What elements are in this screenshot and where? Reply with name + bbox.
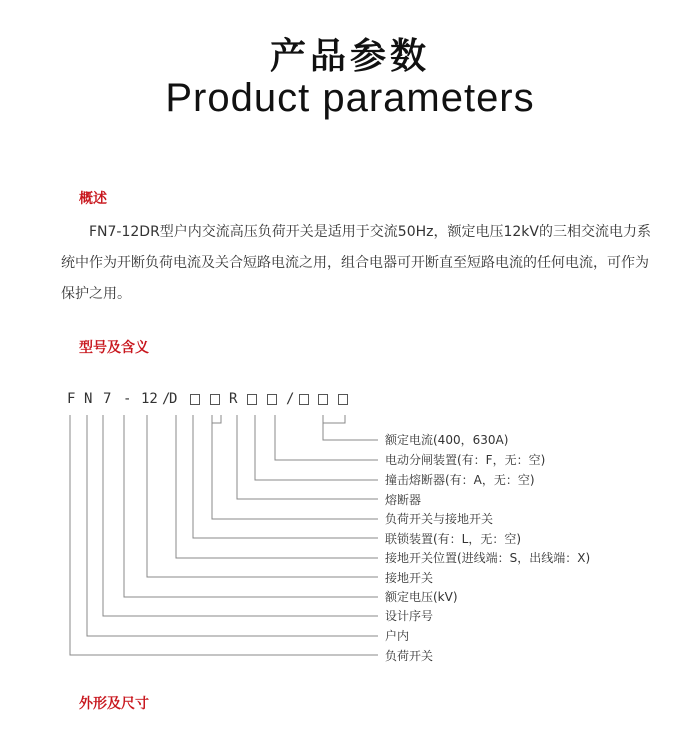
leader-line-3	[255, 415, 378, 480]
leader-line-4	[237, 415, 378, 499]
model-item: 户内	[385, 629, 410, 643]
leader-line-8	[147, 415, 378, 577]
model-item: 接地开关位置(进线端：S，出线端：X)	[385, 551, 591, 565]
model-item: 电动分闸装置(有：F，无：空)	[385, 453, 546, 467]
overview-heading: 概述	[79, 191, 107, 207]
code-char-f: F	[67, 391, 76, 407]
leader-line-1	[323, 415, 378, 440]
model-item: 接地开关	[385, 571, 434, 585]
leader-line-9	[124, 415, 378, 597]
leader-line-7	[176, 415, 378, 558]
model-item: 额定电流(400，630A)	[385, 433, 509, 447]
model-item: 撞击熔断器(有：A，无：空)	[385, 473, 535, 487]
leader-line-11	[87, 415, 378, 636]
leader-line-2	[275, 415, 378, 460]
leader-line-6	[193, 415, 378, 538]
code-char-12: 12	[141, 391, 158, 407]
overview-text: FN7-12DR型户内交流高压负荷开关是适用于交流50Hz，额定电压12kV的三相交流电力系统中作为开断负荷电流及关合短路电流之用，组合电器可开断直至短路电流的任何电流，可作为保护之用。	[61, 224, 651, 302]
model-item: 熔断器	[385, 493, 422, 507]
code-char-dash: -	[123, 391, 132, 407]
code-char-7: 7	[103, 391, 112, 407]
leader-line-12	[70, 415, 378, 655]
code-char-n: N	[84, 391, 93, 407]
model-heading: 型号及含义	[79, 340, 149, 356]
dimensions-heading: 外形及尺寸	[79, 696, 149, 712]
model-item: 负荷开关与接地开关	[385, 512, 494, 526]
model-item: 联锁装置(有：L，无：空)	[385, 532, 522, 546]
code-char-r: R	[229, 391, 238, 407]
title-en: Product parameters	[165, 76, 535, 120]
code-char-slash-1: /	[162, 391, 171, 407]
model-item: 额定电压(kV)	[385, 590, 458, 604]
leader-line-10	[103, 415, 378, 616]
model-item: 设计序号	[385, 609, 434, 623]
code-char-slash-2: /	[286, 391, 295, 407]
title-cn: 产品参数	[269, 36, 430, 77]
model-item: 负荷开关	[385, 649, 434, 663]
code-char-d: D	[169, 391, 178, 407]
